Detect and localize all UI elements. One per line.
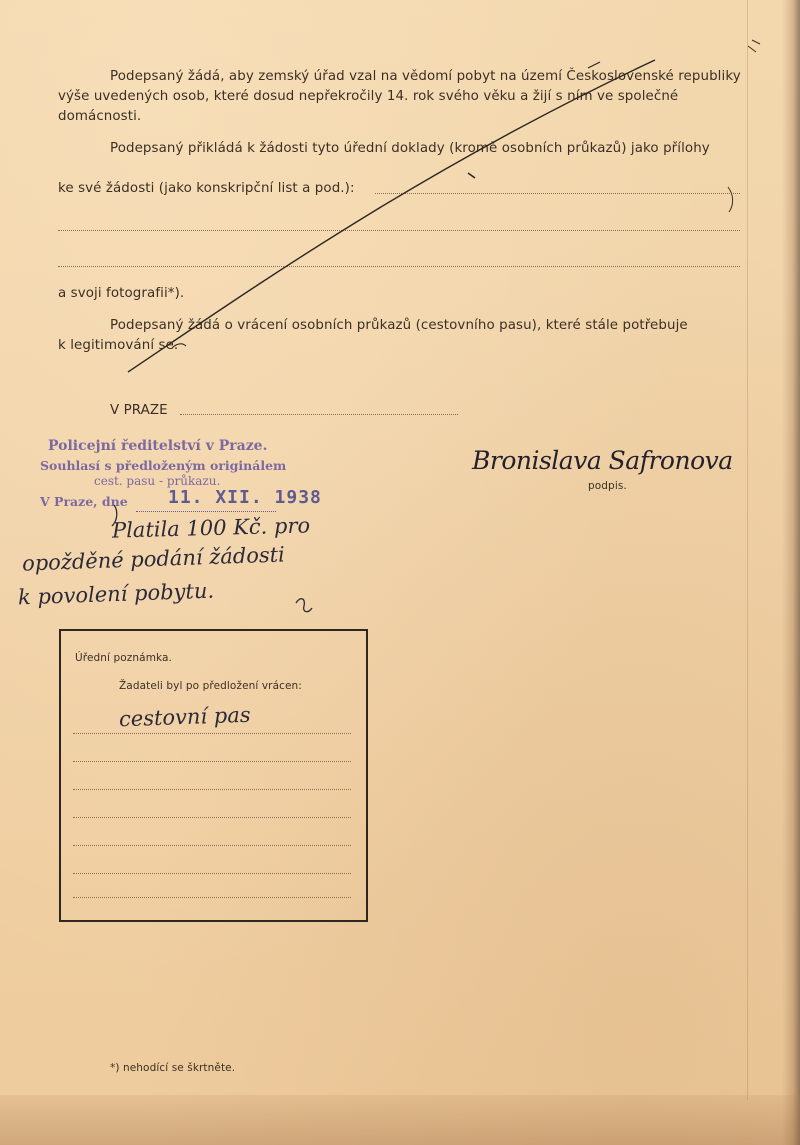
- stamp-date-line: [136, 511, 276, 512]
- handwritten-note-line-3: k povolení pobytu.: [17, 578, 215, 610]
- faint-bracket-mark: [728, 187, 733, 212]
- stamp-line-3: cest. pasu - průkazu.: [94, 474, 221, 488]
- note-dotted-line-6: [73, 873, 351, 874]
- place-dotted-line: [180, 414, 458, 415]
- handwritten-initials: [296, 599, 312, 612]
- note-dotted-line-2: [73, 761, 351, 762]
- stamp-date: 11. XII. 1938: [168, 487, 322, 508]
- attachments-dotted-line-3: [58, 266, 740, 267]
- note-dotted-line-4: [73, 817, 351, 818]
- official-note-returned-value: cestovní pas: [118, 702, 251, 732]
- official-note-box: [59, 629, 368, 922]
- stamp-line-4: V Praze, dne: [40, 494, 128, 509]
- page-bottom-shade: [0, 1095, 800, 1145]
- paragraph-3-line-1: Podepsaný žádá o vrácení osobních průkazů (cestovního pasu), které stále potřebuje: [110, 318, 688, 333]
- paragraph-1-line-2: výše uvedených osob, které dosud nepřekročily 14. rok svého věku a žijí s ním ve společné: [58, 89, 679, 104]
- corner-scribble-mark: [748, 40, 760, 52]
- pencil-dash-mark: [468, 173, 475, 178]
- paragraph-3-line-2: k legitimování se.: [58, 338, 179, 353]
- page-edge-shadow: [782, 0, 800, 1145]
- page-fold-line: [747, 0, 748, 1100]
- footnote: *) nehodící se škrtněte.: [110, 1062, 236, 1074]
- paragraph-2-line-1: Podepsaný přikládá k žádosti tyto úřední doklady (kromě osobních průkazů) jako přílohy: [110, 141, 710, 156]
- official-note-title: Úřední poznámka.: [75, 652, 172, 664]
- signature-handwritten: Bronislava Safronova: [472, 446, 733, 475]
- handwritten-note-line-1: Platila 100 Kč. pro: [111, 513, 311, 543]
- paragraph-2-line-3: a svoji fotografii*).: [58, 286, 185, 301]
- stamp-line-1: Policejní ředitelství v Praze.: [48, 438, 268, 454]
- place-label: V PRAZE: [110, 403, 168, 418]
- note-dotted-line-5: [73, 845, 351, 846]
- paragraph-1-line-1: Podepsaný žádá, aby zemský úřad vzal na vědomí pobyt na území Československé republiky: [110, 69, 741, 84]
- handwritten-note-line-2: opožděné podání žádosti: [21, 542, 286, 576]
- official-note-returned-label: Žadateli byl po předložení vrácen:: [119, 680, 302, 692]
- stamp-line-2: Souhlasí s předloženým originálem: [40, 458, 287, 473]
- signature-label: podpis.: [588, 480, 627, 492]
- note-dotted-line-3: [73, 789, 351, 790]
- paragraph-2-line-2: ke své žádosti (jako konskripční list a pod.):: [58, 181, 355, 196]
- note-dotted-line-7: [73, 897, 351, 898]
- note-dotted-line-1: [73, 733, 351, 734]
- attachments-dotted-line-1: [375, 193, 740, 194]
- attachments-dotted-line-2: [58, 230, 740, 231]
- paragraph-1-line-3: domácnosti.: [58, 109, 142, 124]
